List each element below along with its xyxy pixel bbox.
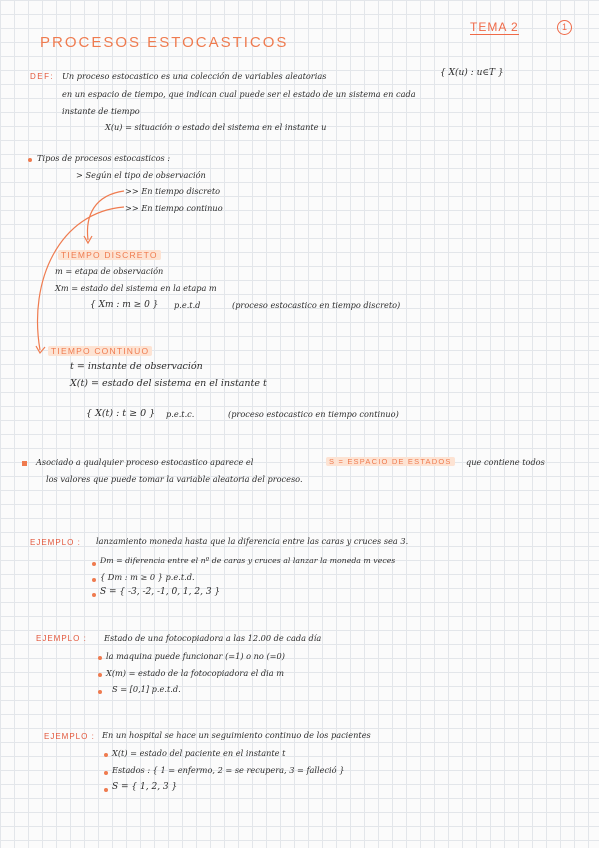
espacio-text3: los valores que puede tomar la variable aleatoria del proceso. (46, 474, 303, 484)
bullet (104, 771, 108, 775)
ejemplo2-b1: la maquina puede funcionar (=1) o no (=0) (106, 651, 285, 661)
espacio-text1: Asociado a qualquier proceso estocastico aparece el (36, 457, 254, 467)
def-line2: en un espacio de tiempo, que indican cual puede ser el estado de un sistema en cada (62, 89, 416, 99)
ejemplo1-b3: S = { -3, -2, -1, 0, 1, 2, 3 } (100, 587, 221, 597)
ejemplo2-b2: X(m) = estado de la fotocopiadora el dia m (106, 668, 285, 678)
discreto-line2: Xm = estado del sistema en la etapa m (55, 283, 217, 293)
espacio-text2: que contiene todos (466, 457, 545, 467)
tipos-sub: > Según el tipo de observación (76, 170, 206, 180)
ejemplo1-intro: lanzamiento moneda hasta que la diferencia entre las caras y cruces sea 3. (96, 536, 409, 546)
page-number: 1 (557, 20, 572, 35)
discreto-note: (proceso estocastico en tiempo discreto) (232, 300, 401, 310)
discreto-petd: p.e.t.d (174, 300, 201, 310)
bullet (98, 656, 102, 660)
ejemplo3-label: EJEMPLO : (44, 732, 95, 741)
discreto-set: { Xm : m ≥ 0 } (90, 300, 159, 310)
ejemplo3-b3: S = { 1, 2, 3 } (112, 782, 178, 792)
tema-label: TEMA 2 (470, 20, 519, 34)
tiempo-continuo-label: TIEMPO CONTINUO (48, 346, 152, 356)
bullet (92, 562, 96, 566)
continuo-line2: X(t) = estado del sistema en el instante t (70, 378, 267, 389)
def-line1: Un proceso estocastico es una colección de variables aleatorias (62, 71, 327, 81)
square-bullet (22, 461, 27, 466)
continuo-petc: p.e.t.c. (166, 409, 195, 419)
tipos-heading: Tipos de procesos estocasticos : (37, 153, 171, 163)
page-title: PROCESOS ESTOCASTICOS (40, 34, 289, 51)
discreto-line1: m = etapa de observación (55, 266, 164, 276)
tiempo-discreto-label: TIEMPO DISCRETO (58, 250, 161, 260)
ejemplo1-b2: { Dm : m ≥ 0 } p.e.t.d. (100, 572, 195, 582)
ejemplo2-label: EJEMPLO : (36, 634, 87, 643)
ejemplo3-b2: Estados : { 1 = enfermo, 2 = se recupera, 3 = falleció } (112, 765, 345, 775)
continuo-note: (proceso estocastico en tiempo continuo) (228, 409, 399, 419)
bullet (92, 593, 96, 597)
def-set: { X(u) : u∈T } (440, 68, 504, 78)
espacio-estados-highlight: S = ESPACIO DE ESTADOS (326, 457, 455, 466)
ejemplo2-intro: Estado de una fotocopiadora a las 12.00 de cada día (104, 633, 322, 643)
def-line4: X(u) = situación o estado del sistema en el instante u (105, 122, 327, 132)
bullet (98, 673, 102, 677)
ejemplo3-intro: En un hospital se hace un seguimiento continuo de los pacientes (102, 730, 371, 740)
def-label: DEF: (30, 72, 55, 81)
tipos-opt-continuo: >> En tiempo continuo (125, 203, 223, 213)
bullet (98, 690, 102, 694)
tipos-opt-discreto: >> En tiempo discreto (125, 186, 221, 196)
ejemplo1-b1: Dm = diferencia entre el nº de caras y cruces al lanzar la moneda m veces (100, 556, 396, 565)
def-line3: instante de tiempo (62, 106, 140, 116)
bullet (104, 788, 108, 792)
bullet (92, 578, 96, 582)
ejemplo3-b1: X(t) = estado del paciente en el instante t (112, 748, 286, 758)
ejemplo1-label: EJEMPLO : (30, 538, 81, 547)
continuo-set: { X(t) : t ≥ 0 } (86, 408, 156, 419)
bullet (104, 753, 108, 757)
continuo-line1: t = instante de observación (70, 361, 203, 372)
ejemplo2-b3: S = [0,1] p.e.t.d. (112, 684, 181, 694)
